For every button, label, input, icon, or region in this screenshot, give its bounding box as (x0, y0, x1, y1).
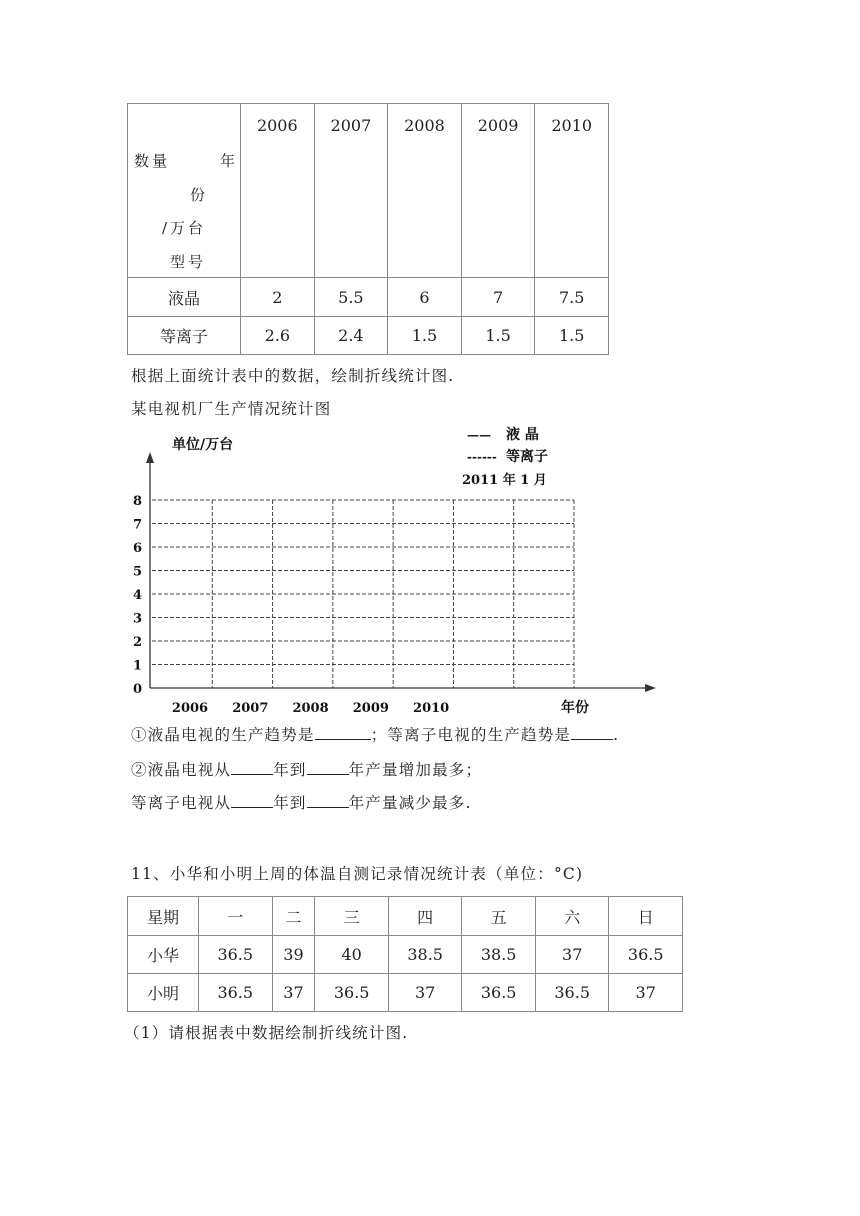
table-cell: 39 (272, 936, 315, 974)
header-cell: 五 (462, 897, 536, 936)
x-axis-arrow-icon (645, 684, 656, 692)
header-label-unit: /万台 (162, 219, 207, 237)
table-cell: 5.5 (314, 278, 388, 317)
question-1-part-b: ；等离子电视的生产趋势是 (370, 726, 572, 744)
answer-blank[interactable] (571, 725, 613, 740)
table-cell: 37 (535, 936, 609, 974)
year-header-cell: 2008 (388, 104, 462, 278)
temperature-table (127, 896, 683, 1012)
row-label: 小明 (128, 974, 199, 1012)
answer-blank[interactable] (307, 760, 349, 775)
table-cell: 36.5 (199, 936, 273, 974)
y-tick-label: 3 (133, 611, 143, 627)
question-2-part-a: ②液晶电视从 (131, 761, 232, 779)
answer-blank[interactable] (231, 760, 273, 775)
answer-blank[interactable] (315, 725, 371, 740)
table-cell: 7.5 (535, 278, 609, 317)
chart-grid (152, 500, 574, 688)
legend-sample-lcd: —— (467, 428, 491, 442)
problem-11-unit: °C) (553, 865, 584, 883)
table-cell: 6 (388, 278, 462, 317)
y-tick-label: 8 (133, 494, 143, 509)
header-label-quantity: 数量 (134, 152, 171, 170)
question-1 (131, 723, 619, 745)
header-cell: 六 (535, 897, 609, 936)
table-row (128, 974, 683, 1012)
problem-11-instruction: （1）请根据表中数据绘制折线统计图. (124, 1024, 409, 1042)
legend (467, 426, 548, 465)
header-cell: 二 (272, 897, 315, 936)
x-tick-label: 2007 (232, 701, 269, 716)
table-cell: 2.6 (241, 317, 315, 355)
question-2-part-b: 年到 (273, 761, 307, 779)
row-label: 小华 (128, 936, 199, 974)
instruction-draw-line-chart: 根据上面统计表中的数据，绘制折线统计图. (131, 367, 455, 385)
chart-axes (146, 452, 656, 692)
answer-blank[interactable] (307, 793, 349, 808)
table-cell: 36.5 (199, 974, 273, 1012)
table-cell: 2 (241, 278, 315, 317)
header-label-year-1: 年 (219, 152, 238, 170)
question-3-part-c: 年产量减少最多. (348, 794, 472, 812)
year-header-cell: 2006 (241, 104, 315, 278)
y-tick-label: 0 (133, 682, 143, 697)
y-tick-label: 5 (133, 564, 143, 580)
y-tick-label: 1 (133, 658, 143, 674)
row-label: 等离子 (128, 317, 241, 355)
year-header-cell: 2010 (535, 104, 609, 278)
question-3-part-a: 等离子电视从 (131, 794, 232, 812)
x-tick-label: 2008 (292, 701, 329, 716)
x-tick-label: 2006 (171, 701, 209, 716)
table-cell: 7 (461, 278, 535, 317)
table-cell: 36.5 (535, 974, 609, 1012)
table-cell: 2.4 (314, 317, 388, 355)
answer-blank[interactable] (231, 793, 273, 808)
table-cell: 38.5 (388, 936, 462, 974)
table-cell: 36.5 (315, 974, 389, 1012)
y-tick-label: 6 (133, 541, 143, 556)
year-header-cell: 2007 (314, 104, 388, 278)
header-label-year-2: 份 (190, 186, 209, 204)
header-cell: 星期 (128, 897, 199, 936)
x-tick-label: 2009 (352, 701, 389, 716)
legend-label-lcd: 液 晶 (506, 427, 539, 443)
chart-date-note: 2011 年 1 月 (462, 473, 547, 488)
y-axis-arrow-icon (146, 452, 154, 463)
table-cell: 38.5 (462, 936, 536, 974)
table-cell: 37 (609, 974, 683, 1012)
table-cell: 40 (315, 936, 389, 974)
table-cell: 37 (272, 974, 315, 1012)
table-cell: 36.5 (462, 974, 536, 1012)
y-tick-label: 4 (133, 588, 143, 603)
question-2 (131, 758, 482, 780)
legend-sample-plasma: ------ (467, 450, 497, 464)
table-cell: 1.5 (535, 317, 609, 355)
table-cell: 37 (388, 974, 462, 1012)
header-cell: 三 (315, 897, 389, 936)
problem-11-title (131, 862, 583, 884)
row-label: 液晶 (128, 278, 241, 317)
header-cell: 四 (388, 897, 462, 936)
question-3-part-b: 年到 (273, 794, 307, 812)
table-row (128, 936, 683, 974)
header-cell: 一 (199, 897, 273, 936)
table-row (128, 897, 683, 936)
x-axis-label: 年份 (561, 700, 589, 716)
year-header-cell: 2009 (461, 104, 535, 278)
header-cell: 日 (609, 897, 683, 936)
question-2-part-c: 年产量增加最多； (348, 761, 483, 779)
table-cell: 1.5 (388, 317, 462, 355)
question-3 (131, 791, 472, 813)
y-axis-label: 单位/万台 (172, 437, 234, 453)
x-tick-label: 2010 (413, 701, 450, 716)
header-label-model: 型号 (170, 253, 207, 271)
question-1-end: . (613, 726, 620, 744)
y-tick-label: 2 (133, 635, 143, 650)
table-cell: 36.5 (609, 936, 683, 974)
y-tick-label: 7 (133, 517, 143, 533)
question-1-part-a: ①液晶电视的生产趋势是 (131, 726, 315, 744)
problem-11-title-text: 11、小华和小明上周的体温自测记录情况统计表（单位： (131, 865, 554, 883)
legend-label-plasma: 等离子 (506, 449, 548, 465)
chart-title: 某电视机厂生产情况统计图 (131, 400, 332, 418)
table-cell: 1.5 (461, 317, 535, 355)
